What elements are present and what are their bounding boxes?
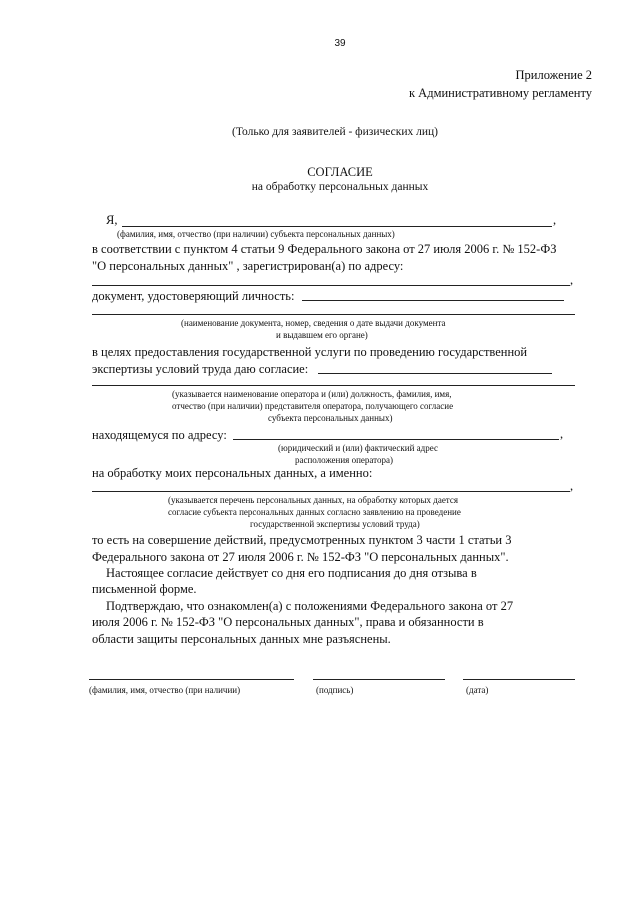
signature-fio-label: (фамилия, имя, отчество (при наличии) [89, 685, 241, 695]
operator-address-comma: , [560, 427, 564, 441]
applicability-note: (Только для заявителей - физических лиц) [232, 126, 439, 138]
address-label: находящемуся по адресу: [92, 428, 227, 442]
document-title: СОГЛАСИЕ [307, 165, 373, 179]
validity-line2: письменной форме. [92, 582, 197, 596]
document-field-line[interactable] [302, 300, 564, 301]
address-field-line[interactable] [92, 285, 570, 286]
hint-address2: расположения оператора) [295, 455, 393, 465]
data-list-comma: , [570, 479, 574, 493]
signature-date-line[interactable] [463, 679, 575, 680]
document-field-line2[interactable] [92, 314, 575, 315]
law-line1: в соответствии с пунктом 4 статьи 9 Федерального закона от 27 июля 2006 г. № 152-ФЗ [92, 242, 557, 256]
signature-sign-line[interactable] [313, 679, 445, 680]
ya-prefix: Я, [106, 213, 118, 227]
data-list-field-line[interactable] [92, 491, 570, 492]
confirm-line1: Подтверждаю, что ознакомлен(а) с положениями Федерального закона от 27 [106, 599, 514, 613]
confirm-line3: области защиты персональных данных мне разъяснены. [92, 632, 391, 646]
document-label: документ, удостоверяющий личность: [92, 289, 295, 303]
consent-field-line[interactable] [318, 373, 552, 374]
purpose-line1: в целях предоставления государственной услуги по проведению государственной [92, 345, 528, 359]
fio-field-line[interactable] [122, 226, 552, 227]
appendix-line1: Приложение 2 [515, 68, 592, 82]
signature-fio-line[interactable] [89, 679, 294, 680]
fio-comma: , [553, 213, 557, 227]
hint-operator1: (указывается наименование оператора и (или) должность, фамилия, имя, [172, 389, 452, 399]
page-number: 39 [334, 38, 346, 49]
hint-address1: (юридический и (или) фактический адрес [278, 443, 438, 453]
hint-doc1: (наименование документа, номер, сведения о дате выдачи документа [181, 318, 446, 328]
validity-line1: Настоящее согласие действует со дня его подписания до дня отзыва в [106, 566, 477, 580]
processing-label: на обработку моих персональных данных, а именно: [92, 466, 373, 480]
hint-operator2: отчество (при наличии) представителя оператора, получающего согласие [172, 401, 454, 411]
operator-field-line[interactable] [92, 385, 575, 386]
actions-line1: то есть на совершение действий, предусмотренных пунктом 3 части 1 статьи 3 [92, 533, 512, 547]
signature-date-label: (дата) [466, 685, 489, 695]
document-subtitle: на обработку персональных данных [251, 181, 429, 193]
purpose-line2: экспертизы условий труда даю согласие: [92, 362, 309, 376]
operator-address-line[interactable] [233, 439, 559, 440]
signature-sign-label: (подпись) [316, 685, 354, 695]
address-comma: , [570, 273, 574, 287]
hint-list3: государственной экспертизы условий труда) [250, 519, 420, 529]
actions-line2: Федерального закона от 27 июля 2006 г. № 152-ФЗ "О персональных данных". [92, 550, 509, 564]
hint-operator3: субъекта персональных данных) [268, 413, 393, 423]
appendix-line2: к Административному регламенту [408, 86, 592, 100]
hint-list1: (указывается перечень персональных данных, на обработку которых дается [168, 495, 458, 505]
law-line2: "О персональных данных" , зарегистрирован(а) по адресу: [92, 259, 404, 273]
hint-fio: (фамилия, имя, отчество (при наличии) субъекта персональных данных) [117, 229, 395, 239]
hint-list2: согласие субъекта персональных данных согласно заявлению на проведение [168, 507, 461, 517]
confirm-line2: июля 2006 г. № 152-ФЗ "О персональных данных", права и обязанности в [92, 615, 484, 629]
hint-doc2: и выдавшем его органе) [276, 330, 368, 340]
